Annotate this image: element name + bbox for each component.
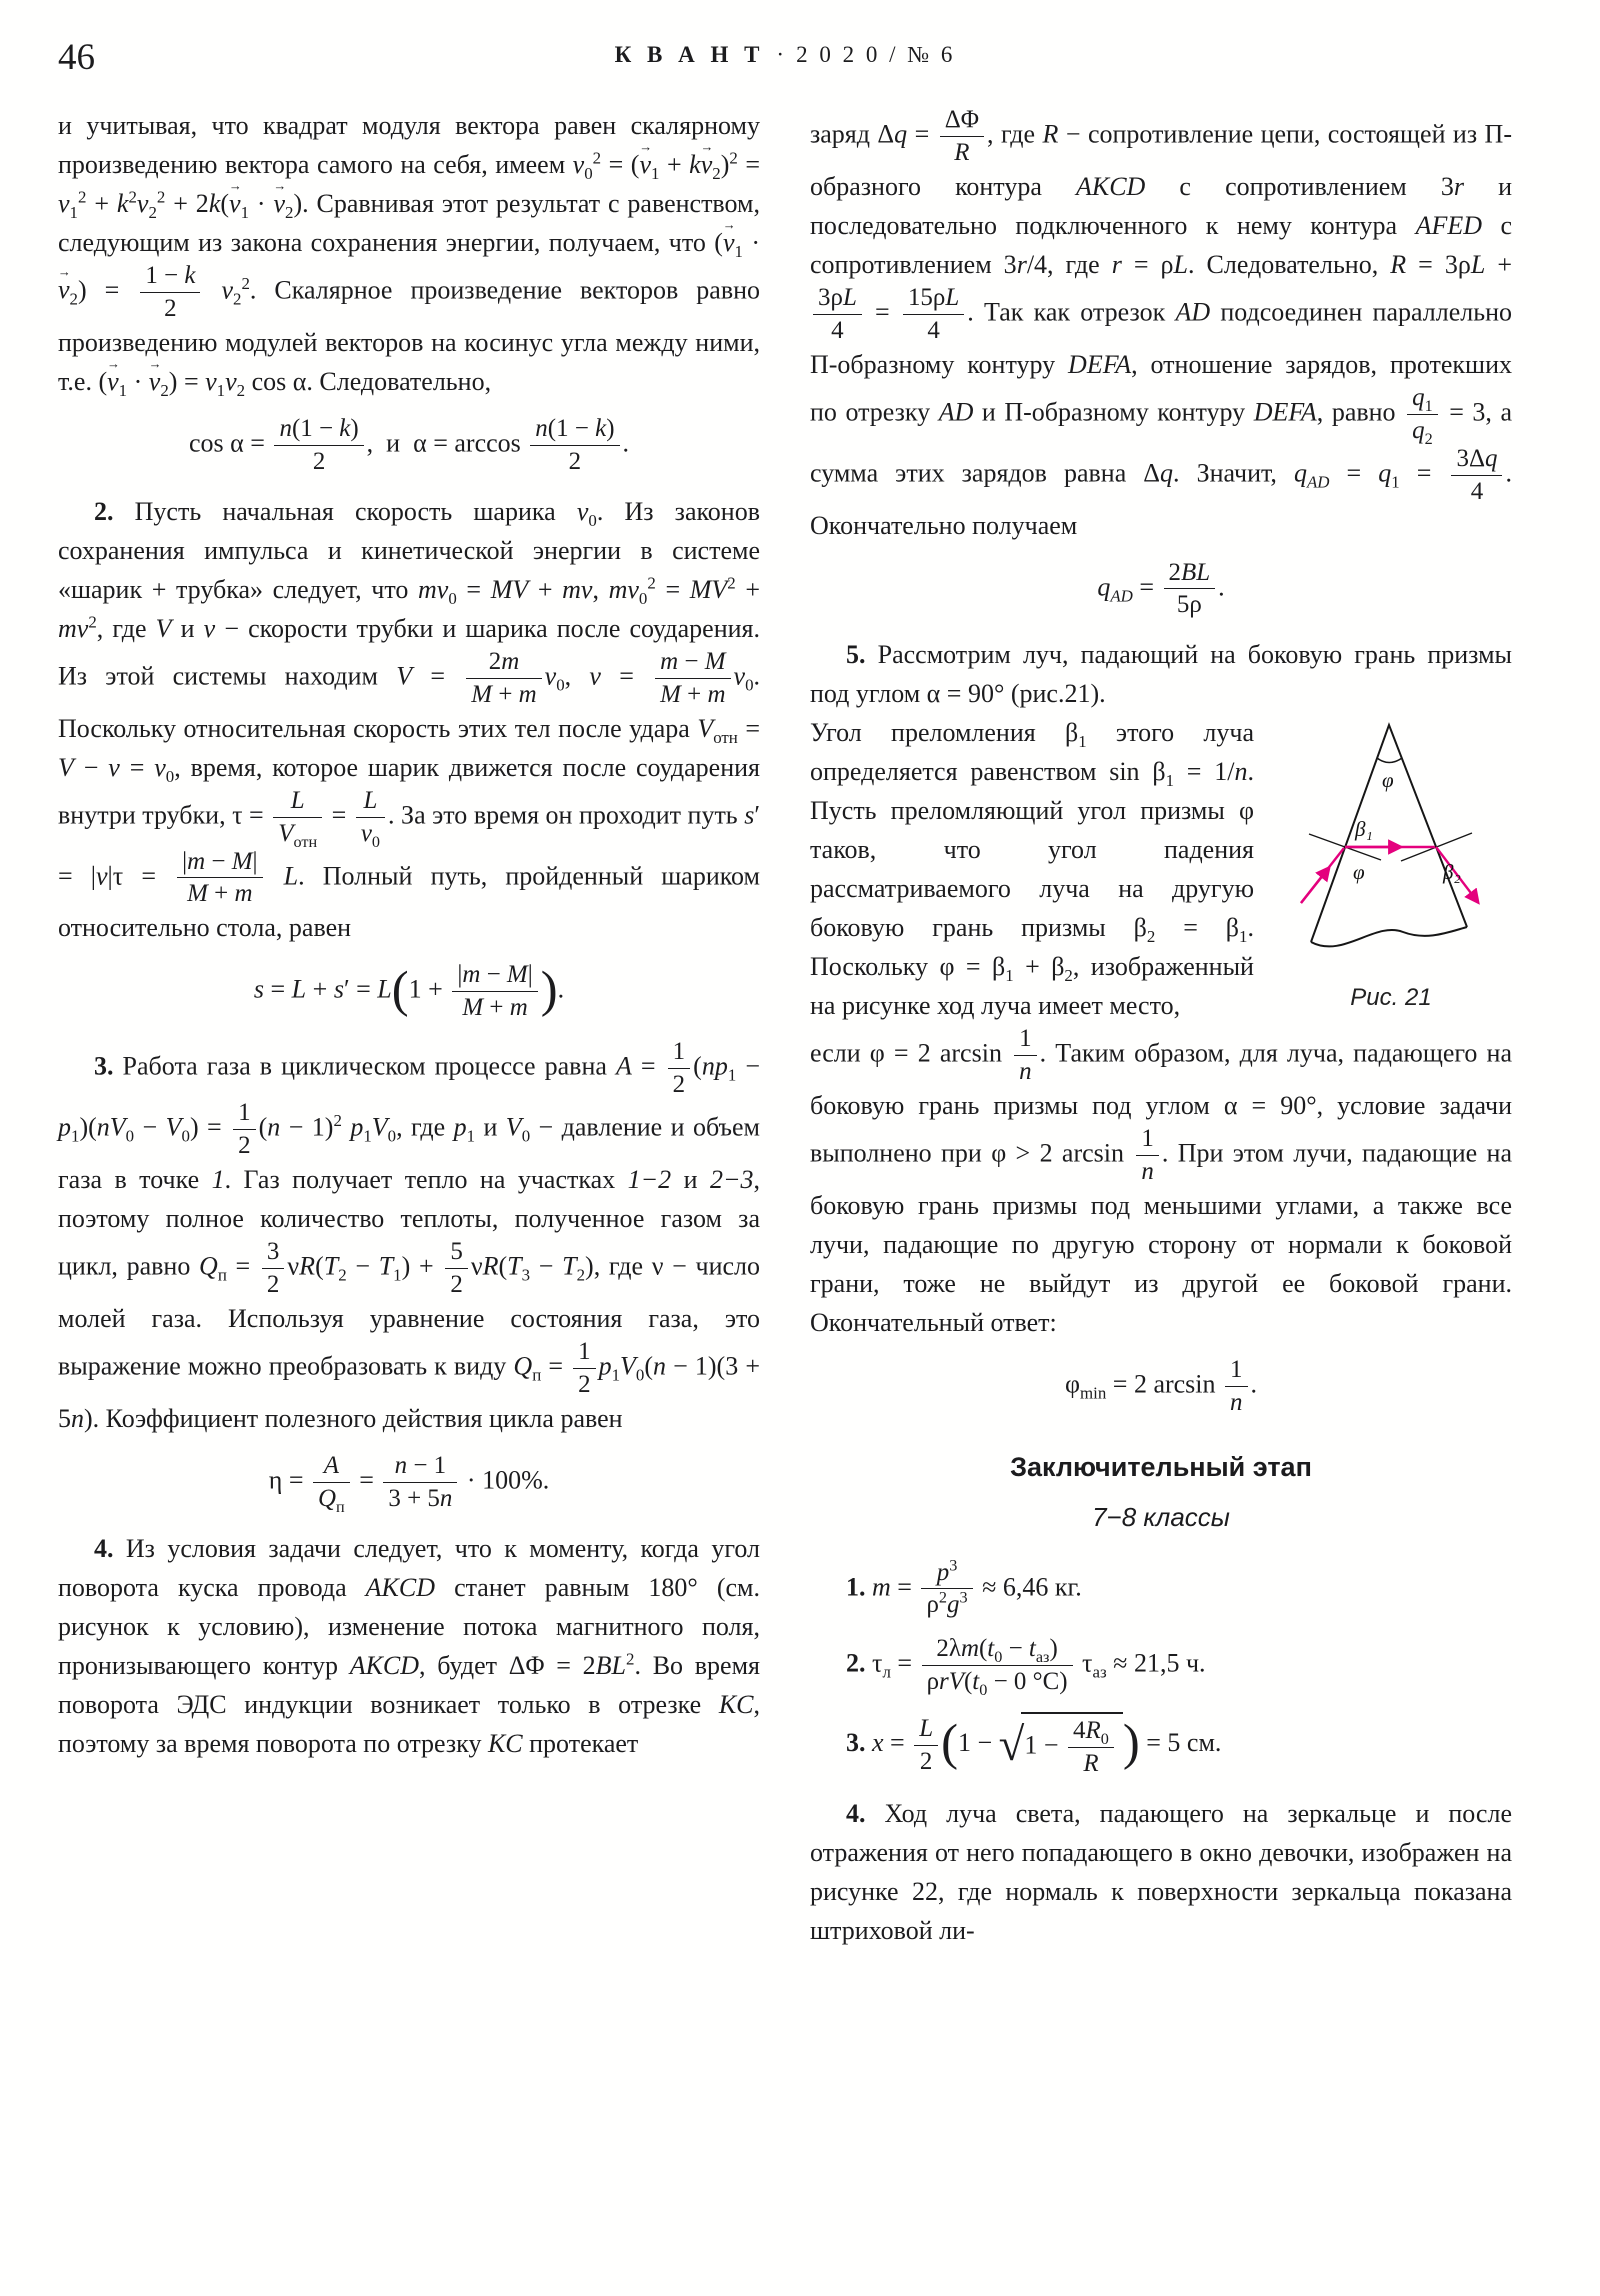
beta1-angle-label: β₁ bbox=[1355, 817, 1373, 842]
apex-angle-arc bbox=[1377, 758, 1402, 763]
solution-5-intro-text: 5. Рассмотрим луч, падающий на боковую грань призмы под углом α = 90° (рис.21). bbox=[810, 640, 1512, 709]
formula-total-path: s = L + s′ = L(1 + $\frac{|m - M|}{M + m}$ ). bbox=[253, 960, 565, 1022]
final-answer-1: 1. m = $\frac{p^3}{\rho^2g^3}$ ≈ 6,46 кг. bbox=[846, 1556, 1082, 1619]
solution-5-with-figure bbox=[810, 713, 1512, 1025]
masthead-separator: · bbox=[776, 42, 785, 67]
page-number: 46 bbox=[58, 37, 95, 78]
inner-phi-angle-label: φ bbox=[1353, 860, 1365, 885]
incident-ray-arrow bbox=[1301, 869, 1328, 903]
issue-label: 2 0 2 0 / № 6 bbox=[796, 42, 956, 67]
formula-efficiency: η = $\frac{A}{Q_п}$ = $\frac{n - 1}{3 + 5n}$ · 100%. bbox=[268, 1451, 550, 1516]
formula-charge-qad: $q_{AD}$ = $\frac{2BL}{5\rho}$ . bbox=[1097, 558, 1225, 619]
two-column-layout bbox=[58, 106, 1512, 1950]
solution-4-text: 4. Из условия задачи следует, что к моменту, когда угол поворота куска провода AKCD станет равным 180° (см. рисунок к условию), изменение потока магнитного поля, пронизывающего контур AKCD, будет $\Delta\Phi = 2BL^2$. Во время поворота ЭДС индукции возникает только в отрезке KC, поэтому за время поворота по отрезку KC протекает bbox=[58, 1533, 761, 1758]
final-answer-4-text: 4. Ход луча света, падающего на зеркальце и после отражения от него попадающего в окно девочки, изображен на рисунке 22, где нормаль к поверхности зеркальца показана штриховой ли- bbox=[810, 1799, 1512, 1946]
figure-21-caption: Рис. 21 bbox=[1350, 984, 1432, 1012]
final-stage-heading: Заключительный этап bbox=[1010, 1452, 1312, 1482]
solution-2-text: 2. Пусть начальная скорость шарика $v_0$. Из законов сохранения импульса и кинетической энергии в системе «шарик + трубка» следует, что $mv_0$ = MV + mv, $mv_0^2 = MV^2 + mv^2$, где V и v − скорости трубки и шарика после соударения. Из этой системы находим V = $\frac{2m}{M + m}$ $v_0$, v = $\frac{m - M}{M + m}$ $v_0$. Поскольку относительная скорость этих тел после удара $V_{отн} = V - v = v_0$, время, которое шарик движется после соударения внутри трубки, τ = $\frac{L}{V_{отн}}$ = $\frac{L}{v_0}$ . За это время он проходит путь s′ = |v|τ = $\frac{|m - M|}{M + m}$ L. Полный путь, пройденный шариком относительно стола, равен bbox=[58, 496, 761, 943]
prism-wavy-base bbox=[1311, 927, 1467, 946]
right-column bbox=[810, 106, 1512, 1950]
left-column bbox=[58, 106, 760, 1950]
journal-title: К В А Н Т bbox=[614, 42, 765, 67]
figure-21 bbox=[1270, 717, 1512, 1016]
beta2-angle-label: β₂ bbox=[1443, 860, 1461, 885]
solution-4-continuation-text: заряд Δq = $\frac{\Delta\Phi}{R}$ , где R − сопротивление цепи, состоящей из П-образного контура AKCD с сопротивлением 3r и последовательно подключенного к нему контура AFED с сопротивлением 3r/4, где r = ρL. Следовательно, R = 3ρL + $\frac{3\rho L}{4}$ = $\frac{15\rho L}{4}$ . Так как отрезок AD подсоединен параллельно П-образному контуру DEFA, отношение зарядов, протекших по отрезку AD и П-образному контуру DEFA, равно $\frac{q_1}{q_2}$ = 3, а сумма этих зарядов равна Δq. Значит, $q_{AD} = q_1$ = $\frac{3\Delta q}{4}$ . Окончательно получаем bbox=[810, 106, 1513, 540]
solution-5-body-text: Угол преломления $\beta_1$ этого луча определяется равенством $\sin \beta_1 = 1/n$. Пусть преломляющий угол призмы φ таков, что угол падения рассматриваемого луча на другую боковую грань призмы $\beta_2 = \beta_1$. Поскольку $\varphi = \beta_1 + \beta_2$, изображенный на рисунке ход луча имеет место, bbox=[810, 718, 1254, 1021]
formula-cos-alpha: cos α = $\frac{n(1 - k)}{2}$ , и α = arccos $\frac{n(1 - k)}{2}$ . bbox=[189, 414, 629, 475]
solution-5-conclusion-text: если φ = 2 arcsin $\frac{1}{n}$ . Таким образом, для луча, падающего на боковую грань призмы под углом α = 90°, условие задачи выполнено при φ > 2 arcsin $\frac{1}{n}$ . При этом лучи, падающие на боковую грань призмы под меньшими углами, а также все лучи, падающие по другую сторону от нормали к боковой грани, тоже не выйдут из другой ее боковой грани. Окончательный ответ: bbox=[810, 1025, 1512, 1338]
formula-phi-min: $\varphi_{min} = 2$ arcsin $\frac{1}{n}$ . bbox=[1064, 1356, 1258, 1417]
final-answer-3: 3. x = $\frac{L}{2}$ (1 − √1 − $\frac{4R_0}{R}$ ) = 5 см. bbox=[846, 1714, 1222, 1778]
apex-angle-phi-label: φ bbox=[1382, 768, 1394, 793]
page-header bbox=[58, 30, 1512, 84]
prism-diagram-svg bbox=[1270, 717, 1512, 969]
prism-outline bbox=[1311, 725, 1467, 942]
solution-1-continuation-text: и учитывая, что квадрат модуля вектора равен скалярному произведению вектора самого на себя, имеем $v_0^2 = (v \to_1$ + kv $\to_2)^2 = v_1^2 + k^2v_2^2 + 2k(v \to_1 \cdot v \to_2)$. Сравнивая этот результат с равенством, следующим из закона сохранения энергии, получаем, что $(v \to_1 \cdot v \to_2)$ = $\frac{1 - k}{2}$ $v_2^2$. Скалярное произведение векторов равно произведению модулей векторов на косинус угла между ними, т.е. $(v \to_1 \cdot v \to_2) = v_1v_2$ cos α. Следовательно, bbox=[58, 106, 760, 401]
grades-subheading: 7−8 классы bbox=[1092, 1501, 1230, 1532]
solution-3-text: 3. Работа газа в циклическом процессе равна A = $\frac{1}{2}$ $(np_1 - p_1)(nV_0 - V_0)$ = $\frac{1}{2}$ $(n - 1)^2$ $p_1V_0$, где $p_1$ и $V_0$ − давление и объем газа в точке 1. Газ получает тепло на участках 1−2 и 2−3, поэтому полное количество теплоты, полученное газом за цикл, равно $Q_п$ = $\frac{3}{2}$ $\nu R(T_2 - T_1)$ + $\frac{5}{2}$ $\nu R(T_3 - T_2)$, где ν − число молей газа. Используя уравнение состояния газа, это выражение можно преобразовать к виду $Q_п$ = $\frac{1}{2}$ $p_1V_0(n - 1)(3 + 5n)$. Коэффициент полезного действия цикла равен bbox=[58, 1038, 760, 1433]
journal-masthead bbox=[58, 38, 1512, 73]
final-answer-2: 2. $\tau_л$ = $\frac{2\lambda m(t_0 - t_{аз})}{\rho rV(t_0 - 0 ^\circ C)}$ $\tau_{аз} \approx 21,5$ ч. bbox=[846, 1635, 1206, 1700]
